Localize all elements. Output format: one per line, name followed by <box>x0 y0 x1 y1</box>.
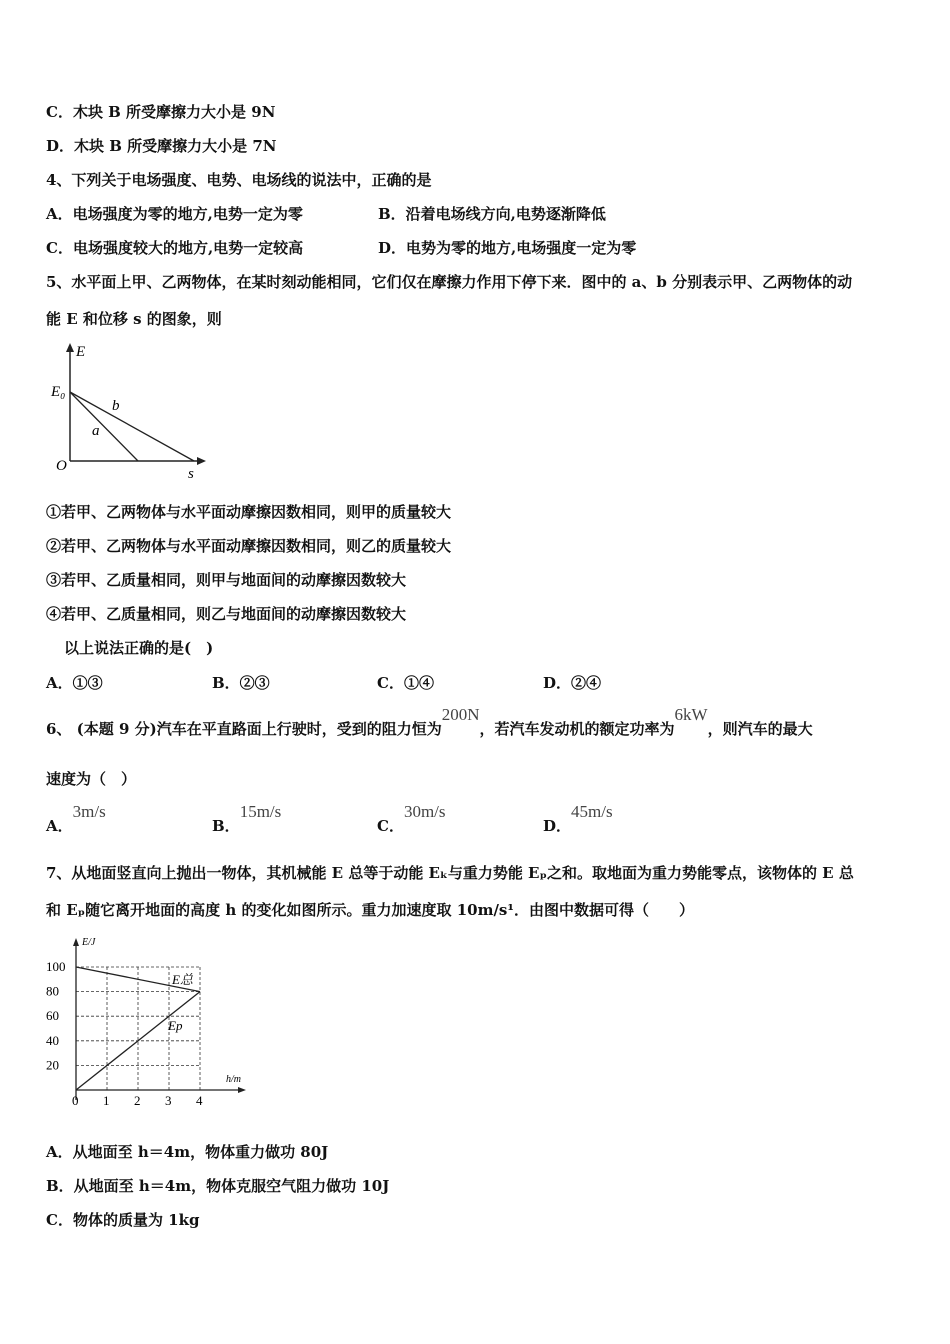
q7-xtick-3: 3 <box>165 1093 172 1108</box>
q6-power-value: 6kW <box>674 705 708 724</box>
q7-ytick-40: 40 <box>46 1032 59 1048</box>
q7-ytick-80: 80 <box>46 983 59 999</box>
q6-stem-part3: ，则汽车的最大 <box>707 720 813 738</box>
q5-option-b: B．②③ <box>212 674 270 692</box>
q7-ytick-20: 20 <box>46 1057 59 1073</box>
q7-xtick-2: 2 <box>134 1093 141 1108</box>
q6-stem-part1: 6、 (本题 9 分)汽车在平直路面上行驶时，受到的阻力恒为 <box>46 720 442 738</box>
q7-xtick-0: 0 <box>72 1093 79 1108</box>
q7-xtick-4: 4 <box>196 1093 203 1108</box>
q6-option-b <box>212 802 282 836</box>
q7-option-a: A．从地面至 h＝4m，物体重力做功 80J <box>46 1143 329 1161</box>
q7-stem-line2: 和 Eₚ随它离开地面的高度 h 的变化如图所示。重力加速度取 10m/s¹．由图中数据可得（ ） <box>46 901 694 919</box>
q7-series-label-total: E总 <box>172 972 193 987</box>
q6-option-a-value: 3m/s <box>72 802 106 821</box>
q6-option-a-label: A． <box>46 817 73 835</box>
q6-option-d-label: D． <box>543 817 572 835</box>
q3-option-c: C．木块 B 所受摩擦力大小是 9N <box>46 103 276 121</box>
q5-ask: 以上说法正确的是( ) <box>64 639 214 657</box>
q7-series-label-p: Ep <box>168 1018 183 1033</box>
q6-option-d <box>543 802 613 836</box>
q5-statement-4: ④若甲、乙质量相同，则乙与地面间的动摩擦因数较大 <box>46 605 407 623</box>
q7-option-b: B．从地面至 h＝4m，物体克服空气阻力做功 10J <box>46 1177 390 1195</box>
q7-ytick-60: 60 <box>46 1008 59 1024</box>
q6-option-b-label: B． <box>212 817 240 835</box>
q5-y-axis-arrow <box>66 343 74 352</box>
q5-label-y: E <box>76 344 86 360</box>
q6-force-value: 200N <box>441 705 480 724</box>
q5-x-axis-arrow <box>197 457 206 465</box>
q7-stem-line1: 7、从地面竖直向上抛出一物体，其机械能 E 总等于动能 Eₖ与重力势能 Eₚ之和。取地面为重力势能零点，该物体的 E 总 <box>46 864 854 882</box>
q4-option-c: C．电场强度较大的地方,电势一定较高 <box>46 239 304 257</box>
q5-stem-line1: 5、水平面上甲、乙两物体，在某时刻动能相同，它们仅在摩擦力作用下停下来．图中的 a、b 分别表示甲、乙两物体的动 <box>46 273 853 291</box>
q5-statement-3: ③若甲、乙质量相同，则甲与地面间的动摩擦因数较大 <box>46 571 407 589</box>
q4-option-b: B．沿着电场线方向,电势逐渐降低 <box>378 205 606 223</box>
q4-stem: 4、下列关于电场强度、电势、电场线的说法中，正确的是 <box>46 171 432 189</box>
q5-option-a: A．①③ <box>46 674 103 692</box>
q7-xtick-1: 1 <box>103 1093 110 1108</box>
q5-label-x: s <box>188 466 194 482</box>
q5-label-origin: O <box>56 458 67 474</box>
q6-option-d-value: 45m/s <box>571 802 613 821</box>
q6-option-c-value: 30m/s <box>403 802 446 821</box>
q5-option-c: C．①④ <box>377 674 434 692</box>
q6-stem-line1 <box>46 705 813 739</box>
q6-option-c-label: C． <box>377 817 404 835</box>
q5-stem-line2: 能 E 和位移 s 的图象，则 <box>46 310 222 328</box>
q4-option-d: D．电势为零的地方,电场强度一定为零 <box>378 239 637 257</box>
q5-label-e0: E₀ <box>51 384 66 400</box>
q5-label-a: a <box>92 423 100 439</box>
q5-label-b: b <box>112 398 120 414</box>
q3-option-d: D．木块 B 所受摩擦力大小是 7N <box>46 137 277 155</box>
q7-x-axis-label: h/m <box>226 1074 241 1085</box>
q5-statement-1: ①若甲、乙两物体与水平面动摩擦因数相同，则甲的质量较大 <box>46 503 452 521</box>
q7-y-axis-label: E/J <box>82 937 96 948</box>
q4-option-a: A．电场强度为零的地方,电势一定为零 <box>46 205 303 223</box>
q6-stem-line2: 速度为（ ） <box>46 770 137 788</box>
q5-line-b <box>70 392 194 461</box>
q5-statement-2: ②若甲、乙两物体与水平面动摩擦因数相同，则乙的质量较大 <box>46 537 452 555</box>
q5-option-d: D．②④ <box>543 674 602 692</box>
q7-x-axis-arrow <box>238 1087 246 1093</box>
q6-option-c <box>377 802 446 836</box>
q7-energy-height-chart <box>44 932 254 1112</box>
q7-ytick-100: 100 <box>46 959 66 974</box>
q7-option-c: C．物体的质量为 1kg <box>46 1211 200 1229</box>
q5-energy-displacement-figure <box>48 340 218 482</box>
q6-stem-part2: ，若汽车发动机的额定功率为 <box>479 720 675 738</box>
q6-option-a <box>46 802 106 836</box>
q5-line-a <box>70 392 138 461</box>
q7-y-axis-arrow <box>73 938 79 946</box>
q6-option-b-value: 15m/s <box>239 802 282 821</box>
